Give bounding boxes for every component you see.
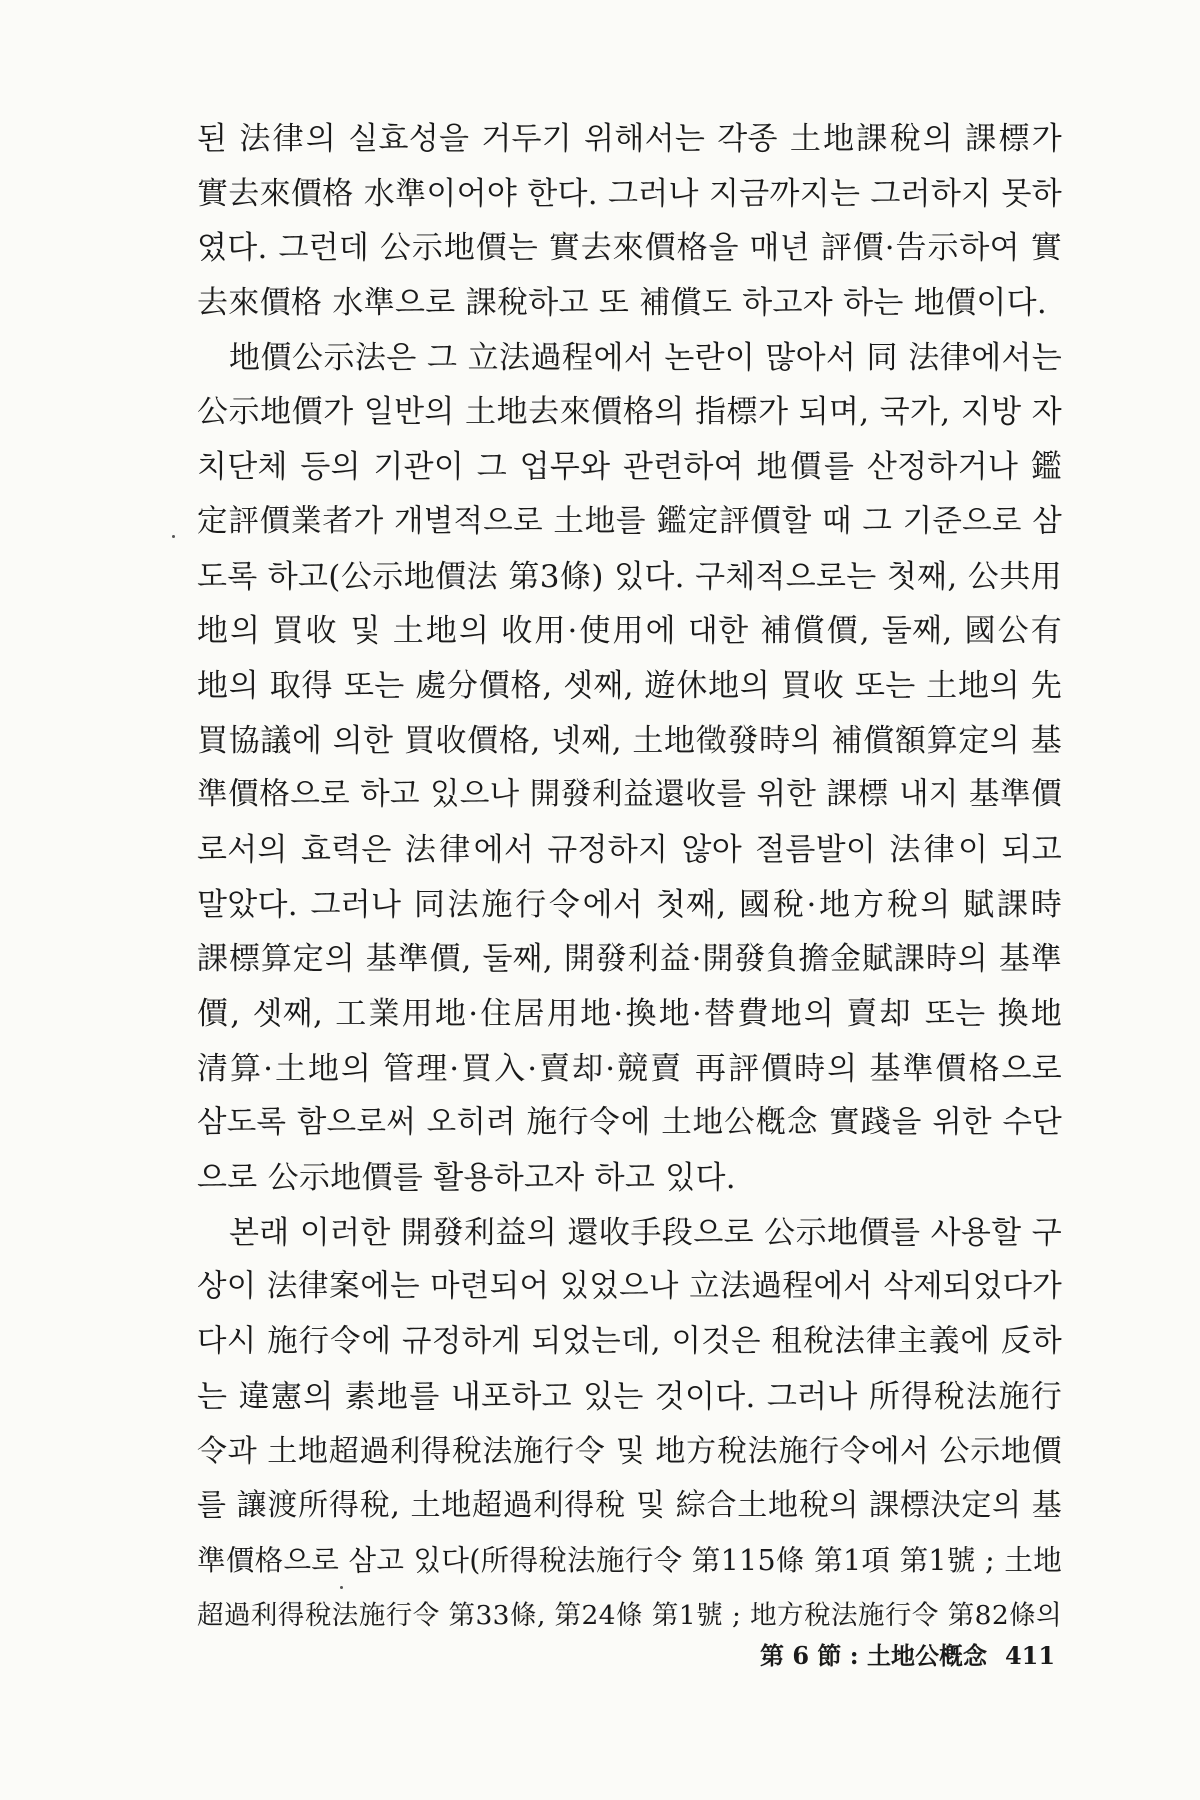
text-line: 말았다. 그러나 同法施行令에서 첫째, 國稅·地方稅의 賦課時: [197, 886, 1062, 923]
text-line: 買協議에 의한 買收價格, 넷째, 土地徵發時의 補償額算定의 基: [197, 722, 1062, 759]
text-line: 地의 買收 및 土地의 收用·使用에 대한 補償價, 둘째, 國公有: [197, 613, 1062, 650]
text-line: 된 法律의 실효성을 거두기 위해서는 각종 土地課稅의 課標가: [197, 121, 1062, 157]
running-footer: [760, 1636, 1060, 1671]
section-label: 第 6 節 : 土地公槪念: [760, 1641, 987, 1670]
text-line: 實去來價格 水準이어야 한다. 그러나 지금까지는 그러하지 못하: [197, 175, 1062, 212]
text-line: 公示地價가 일반의 土地去來價格의 指標가 되며, 국가, 지방 자: [197, 394, 1062, 431]
scan-speck: [172, 535, 175, 538]
text-line: 였다. 그런데 公示地價는 實去來價格을 매년 評價·告示하여 實: [197, 230, 1062, 267]
text-line: 超過利得稅法施行令 第33條, 第24條 第1號 ; 地方稅法施行令 第82條의: [197, 1599, 1062, 1631]
text-line: 으로 公示地價를 활용하고자 하고 있다.: [197, 1160, 736, 1197]
text-line: 清算·土地의 管理·買入·賣却·競賣 再評價時의 基準價格으로: [197, 1050, 1062, 1087]
text-line: 準價格으로 삼고 있다(所得稅法施行令 第115條 第1項 第1號 ; 土地: [197, 1543, 1062, 1577]
text-line: 價, 셋째, 工業用地·住居用地·換地·替費地의 賣却 또는 換地: [197, 996, 1062, 1032]
text-line: 令과 土地超過利得稅法施行令 및 地方稅法施行令에서 公示地價: [197, 1433, 1062, 1469]
text-line: 定評價業者가 개별적으로 土地를 鑑定評價할 때 그 기준으로 삼: [197, 503, 1062, 539]
text-line: 地價公示法은 그 立法過程에서 논란이 많아서 同 法律에서는: [229, 339, 1062, 376]
text-line: 는 違憲의 素地를 내포하고 있는 것이다. 그러나 所得稅法施行: [197, 1378, 1062, 1415]
text-line: 삼도록 함으로써 오히려 施行令에 土地公槪念 實踐을 위한 수단: [197, 1105, 1062, 1141]
text-line: 準價格으로 하고 있으나 開發利益還收를 위한 課標 내지 基準價: [197, 777, 1062, 813]
text-line: 본래 이러한 開發利益의 還收手段으로 公示地價를 사용할 구: [229, 1214, 1062, 1251]
text-line: 地의 取得 또는 處分價格, 셋째, 遊休地의 買收 또는 土地의 先: [197, 667, 1062, 704]
page-number: 411: [1004, 1641, 1056, 1670]
text-line: 상이 法律案에는 마련되어 있었으나 立法過程에서 삭제되었다가: [197, 1269, 1062, 1305]
text-line: 를 讓渡所得稅, 土地超過利得稅 및 綜合土地稅의 課標決定의 基: [197, 1488, 1062, 1524]
text-line: 도록 하고(公示地價法 第3條) 있다. 구체적으로는 첫째, 公共用: [197, 558, 1062, 595]
scan-speck: [340, 1586, 343, 1589]
text-line: 課標算定의 基準價, 둘째, 開發利益·開發負擔金賦課時의 基準: [197, 941, 1062, 978]
text-line: 다시 施行令에 규정하게 되었는데, 이것은 租稅法律主義에 反하: [197, 1324, 1062, 1360]
text-line: 로서의 효력은 法律에서 규정하지 않아 절름발이 法律이 되고: [197, 831, 1062, 868]
text-line: 去來價格 水準으로 課稅하고 또 補償도 하고자 하는 地價이다.: [197, 285, 1048, 322]
body-text: [197, 112, 1062, 1643]
text-line: 치단체 등의 기관이 그 업무와 관련하여 地價를 산정하거나 鑑: [197, 449, 1062, 486]
